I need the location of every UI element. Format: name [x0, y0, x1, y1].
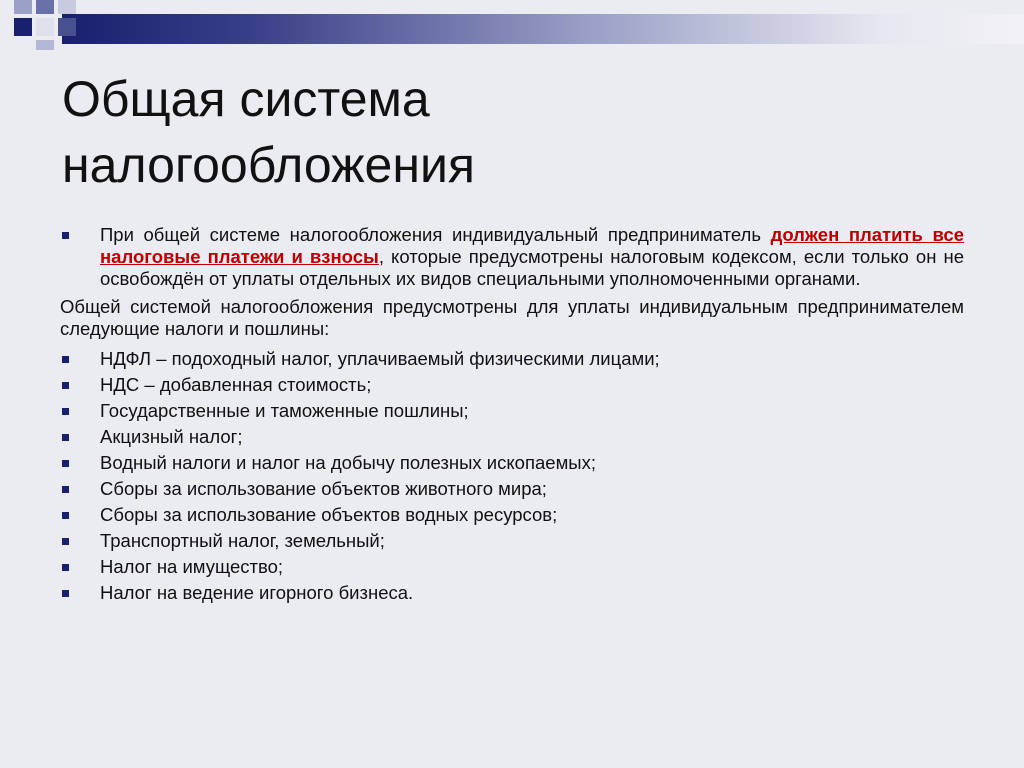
square-bullet-icon: [62, 486, 69, 493]
list-item: [60, 530, 964, 552]
list-item: [60, 426, 964, 448]
square-bullet-icon: [62, 512, 69, 519]
list-item-text: Сборы за использование объектов водных ресурсов;: [100, 504, 558, 525]
slide-content: [60, 224, 964, 608]
decor-square: [58, 18, 76, 36]
slide-title: [62, 66, 962, 198]
highlight-text: должен платить все налоговые платежи и взносы: [100, 224, 964, 267]
list-item: [60, 504, 964, 526]
list-item-text: Транспортный налог, земельный;: [100, 530, 385, 551]
square-bullet-icon: [62, 434, 69, 441]
intro-text: При общей системе налогообложения индивидуальный предприниматель: [100, 224, 771, 245]
decor-square: [36, 0, 54, 14]
list-item: [60, 374, 964, 396]
list-item-text: Государственные и таможенные пошлины;: [100, 400, 469, 421]
list-item: [60, 582, 964, 604]
square-bullet-icon: [62, 382, 69, 389]
header-gradient-bar: [62, 14, 1024, 44]
list-item: [60, 452, 964, 474]
square-bullet-icon: [62, 564, 69, 571]
square-bullet-icon: [62, 356, 69, 363]
square-bullet-icon: [62, 232, 69, 239]
list-item-text: Налог на имущество;: [100, 556, 284, 577]
list-item-text: НДС – добавленная стоимость;: [100, 374, 372, 395]
list-item: [60, 400, 964, 422]
list-item: [60, 348, 964, 370]
header-decoration: [0, 0, 1024, 50]
square-bullet-icon: [62, 538, 69, 545]
list-item-text: Акцизный налог;: [100, 426, 243, 447]
decor-square: [36, 18, 54, 36]
square-bullet-icon: [62, 590, 69, 597]
taxes-paragraph: Общей системой налогообложения предусмотрены для уплаты индивидуальным предпринимателем следующие налоги и пошлины:: [60, 296, 964, 339]
list-item: [60, 556, 964, 578]
decor-square: [14, 18, 32, 36]
square-bullet-icon: [62, 460, 69, 467]
list-item-text: НДФЛ – подоходный налог, уплачиваемый физическими лицами;: [100, 348, 660, 369]
intro-bullet: [60, 224, 964, 290]
list-item-text: Сборы за использование объектов животного мира;: [100, 478, 547, 499]
decor-square: [58, 0, 76, 14]
square-bullet-icon: [62, 408, 69, 415]
intro-text: , которые предусмотрены налоговым кодексом, если только он не освобождён от уплаты отдельных их видов специальными уполномоченными органами.: [100, 246, 965, 289]
decor-square: [14, 0, 32, 14]
list-item-text: Водный налоги и налог на добычу полезных ископаемых;: [100, 452, 596, 473]
title-line: налогообложения: [62, 137, 475, 193]
list-item-text: Налог на ведение игорного бизнеса.: [100, 582, 414, 603]
title-line: Общая система: [62, 71, 430, 127]
decor-square: [36, 40, 54, 50]
list-item: [60, 478, 964, 500]
